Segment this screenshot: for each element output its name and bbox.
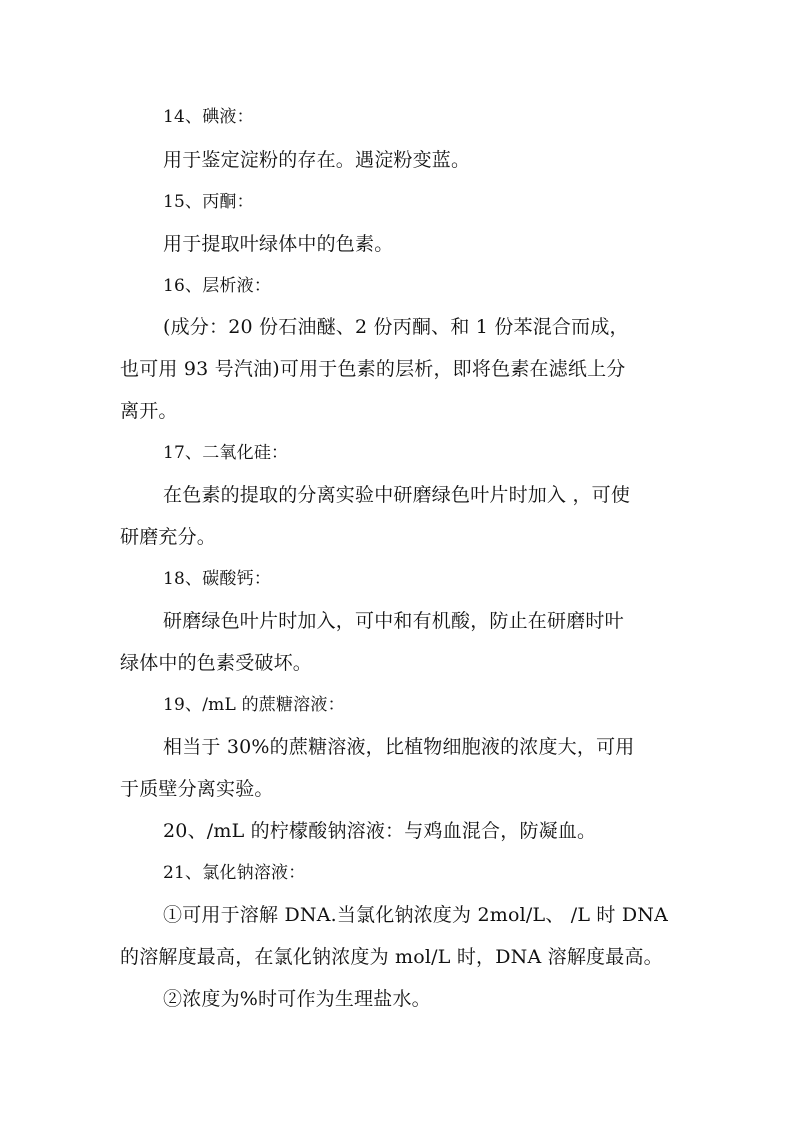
heading-acetone: 15、丙酮： [163,192,254,212]
heading-iodine: 14、碘液： [163,107,254,127]
paragraph-chromatography-line-2: 也可用 93 号汽油)可用于色素的层析，即将色素在滤纸上分 [120,358,626,380]
paragraph-iodine: 用于鉴定淀粉的存在。遇淀粉变蓝。 [163,149,471,171]
paragraph-sodium-chloride-line-2: 的溶解度最高，在氯化钠浓度为 mol/L 时，DNA 溶解度最高。 [120,946,663,968]
heading-sodium-chloride: 21、氯化钠溶液： [163,863,306,883]
paragraph-sodium-chloride-line-3: ②浓度为%时可作为生理盐水。 [163,988,431,1010]
heading-calcium-carbonate: 18、碳酸钙： [163,569,272,589]
paragraph-chromatography-line-3: 离开。 [120,400,178,422]
paragraph-chromatography-line-1: (成分：20 份石油醚、2 份丙酮、和 1 份苯混合而成， [163,316,629,338]
paragraph-silicon-dioxide-line-1: 在色素的提取的分离实验中研磨绿色叶片时加入 ，可使 [163,484,631,506]
paragraph-acetone: 用于提取叶绿体中的色素。 [163,233,394,255]
paragraph-calcium-carbonate-line-2: 绿体中的色素受破坏。 [120,652,313,674]
paragraph-sucrose-line-1: 相当于 30%的蔗糖溶液，比植物细胞液的浓度大，可用 [163,736,635,758]
paragraph-sodium-citrate: 20、/mL 的柠檬酸钠溶液：与鸡血混合，防凝血。 [163,820,597,842]
paragraph-sodium-chloride-line-1: ①可用于溶解 DNA.当氯化钠浓度为 2mol/L、 /L 时 DNA [163,904,669,926]
paragraph-sucrose-line-2: 于质壁分离实验。 [120,778,274,800]
heading-silicon-dioxide: 17、二氧化硅： [163,443,289,463]
paragraph-calcium-carbonate-line-1: 研磨绿色叶片时加入，可中和有机酸，防止在研磨时叶 [163,610,624,632]
heading-sucrose-solution: 19、/mL 的蔗糖溶液： [163,695,345,715]
heading-chromatography-solution: 16、层析液： [163,276,272,296]
paragraph-silicon-dioxide-line-2: 研磨充分。 [120,526,217,548]
